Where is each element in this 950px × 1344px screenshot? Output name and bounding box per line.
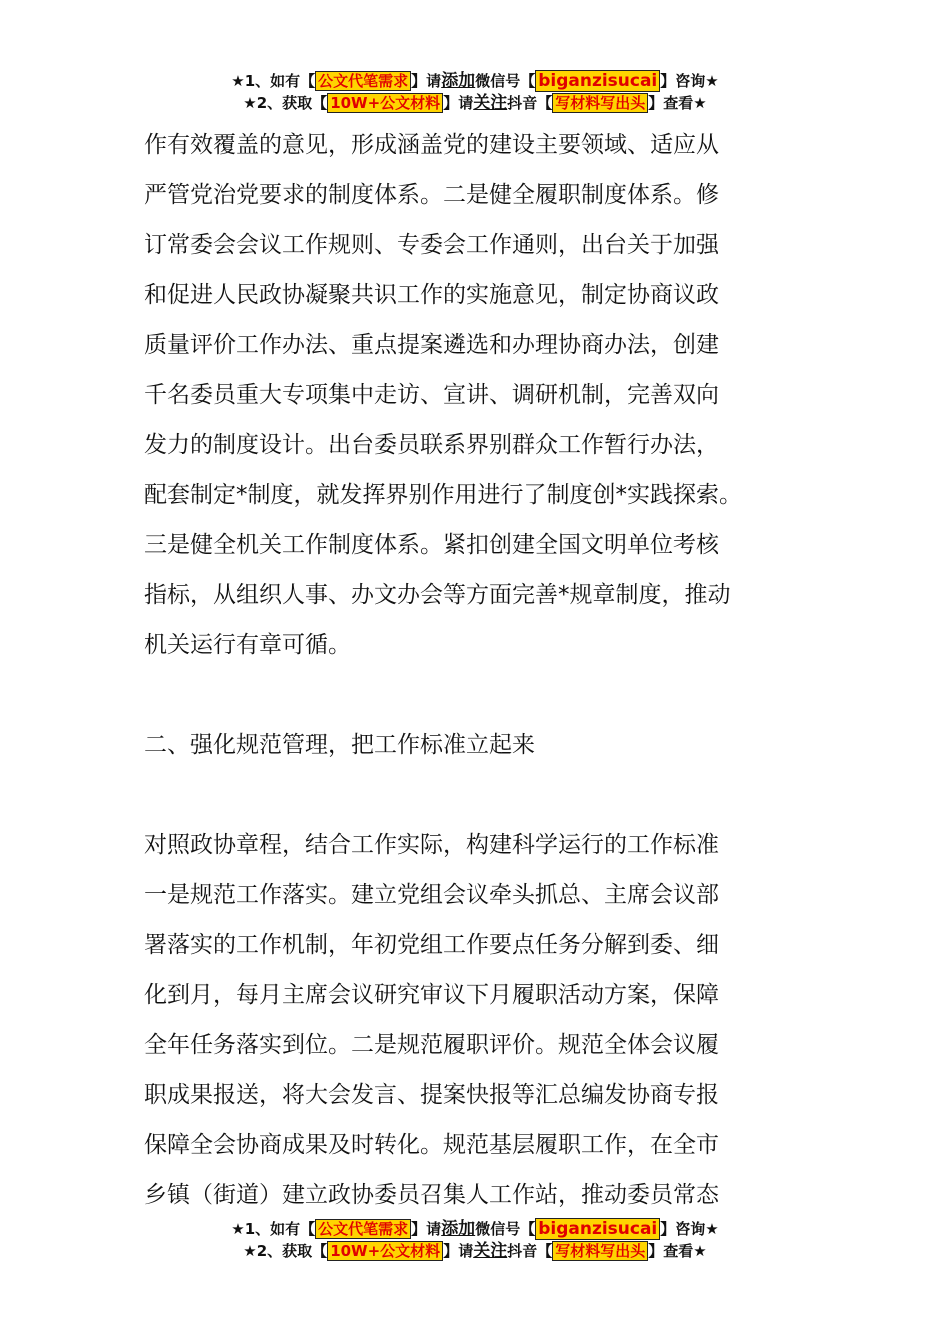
promo-text: 】咨询★ xyxy=(660,1220,719,1238)
promo-highlight: 10W+公文材料 xyxy=(327,1241,443,1261)
body-line: 全年任务落实到位。二是规范履职评价。规范全体会议履 xyxy=(144,1032,719,1058)
paragraph-gap xyxy=(144,670,824,720)
promo-text: ★2、获取【 xyxy=(243,94,328,112)
body-line: 千名委员重大专项集中走访、宣讲、调研机制，完善双向 xyxy=(144,382,719,408)
promo-wechat-id: biganzisucai xyxy=(535,1218,660,1240)
body-line: 署落实的工作机制，年初党组工作要点任务分解到委、细 xyxy=(144,932,719,958)
body-line: 配套制定*制度，就发挥界别作用进行了制度创*实践探索。 xyxy=(144,482,742,508)
promo-line-2 xyxy=(0,92,950,114)
body-line: 化到月，每月主席会议研究审议下月履职活动方案，保障 xyxy=(144,982,719,1008)
promo-underlined: 添加 xyxy=(441,1219,476,1239)
body-line: 对照政协章程，结合工作实际，构建科学运行的工作标准 xyxy=(144,832,719,858)
body-line: 机关运行有章可循。 xyxy=(144,632,351,658)
promo-highlight: 公文代笔需求 xyxy=(315,1219,411,1239)
promo-text: 抖音【 xyxy=(507,1242,553,1260)
promo-underlined: 关注 xyxy=(473,93,508,113)
promo-text: ★2、获取【 xyxy=(243,1242,328,1260)
promo-banner-bottom xyxy=(0,1218,950,1262)
body-line: 质量评价工作办法、重点提案遴选和办理协商办法，创建 xyxy=(144,332,719,358)
promo-text: ★1、如有【 xyxy=(231,72,316,90)
promo-wechat-id: biganzisucai xyxy=(535,70,660,92)
promo-highlight: 公文代笔需求 xyxy=(315,71,411,91)
body-line: 作有效覆盖的意见，形成涵盖党的建设主要领域、适应从 xyxy=(144,132,719,158)
promo-line-1 xyxy=(0,1218,950,1240)
promo-text: 】咨询★ xyxy=(660,72,719,90)
promo-highlight: 10W+公文材料 xyxy=(327,93,443,113)
promo-underlined: 添加 xyxy=(441,71,476,91)
promo-line-1 xyxy=(0,70,950,92)
promo-douyin-name: 写材料写出头 xyxy=(552,93,648,113)
promo-line-2 xyxy=(0,1240,950,1262)
body-line: 一是规范工作落实。建立党组会议牵头抓总、主席会议部 xyxy=(144,882,719,908)
body-line: 订常委会会议工作规则、专委会工作通则，出台关于加强 xyxy=(144,232,719,258)
promo-underlined: 关注 xyxy=(473,1241,508,1261)
body-line: 保障全会协商成果及时转化。规范基层履职工作，在全市 xyxy=(144,1132,719,1158)
promo-banner-top xyxy=(0,70,950,114)
document-body xyxy=(144,120,824,1220)
body-line: 和促进人民政协凝聚共识工作的实施意见，制定协商议政 xyxy=(144,282,719,308)
promo-text: 】查看★ xyxy=(648,1242,707,1260)
promo-text: ★1、如有【 xyxy=(231,1220,316,1238)
promo-text: 微信号【 xyxy=(475,72,536,90)
promo-text: 微信号【 xyxy=(475,1220,536,1238)
promo-text: 】请 xyxy=(443,94,474,112)
body-line: 三是健全机关工作制度体系。紧扣创建全国文明单位考核 xyxy=(144,532,719,558)
promo-text: 】请 xyxy=(443,1242,474,1260)
body-line: 发力的制度设计。出台委员联系界别群众工作暂行办法， xyxy=(144,432,719,458)
promo-text: 】请 xyxy=(411,72,442,90)
body-line: 乡镇（街道）建立政协委员召集人工作站，推动委员常态 xyxy=(144,1182,719,1208)
promo-text: 抖音【 xyxy=(507,94,553,112)
section-heading: 二、强化规范管理，把工作标准立起来 xyxy=(144,732,535,758)
promo-douyin-name: 写材料写出头 xyxy=(552,1241,648,1261)
promo-text: 】查看★ xyxy=(648,94,707,112)
body-line: 指标，从组织人事、办文办会等方面完善*规章制度，推动 xyxy=(144,582,731,608)
paragraph-gap xyxy=(144,770,824,820)
promo-text: 】请 xyxy=(411,1220,442,1238)
body-line: 严管党治党要求的制度体系。二是健全履职制度体系。修 xyxy=(144,182,719,208)
body-line: 职成果报送，将大会发言、提案快报等汇总编发协商专报 xyxy=(144,1082,719,1108)
